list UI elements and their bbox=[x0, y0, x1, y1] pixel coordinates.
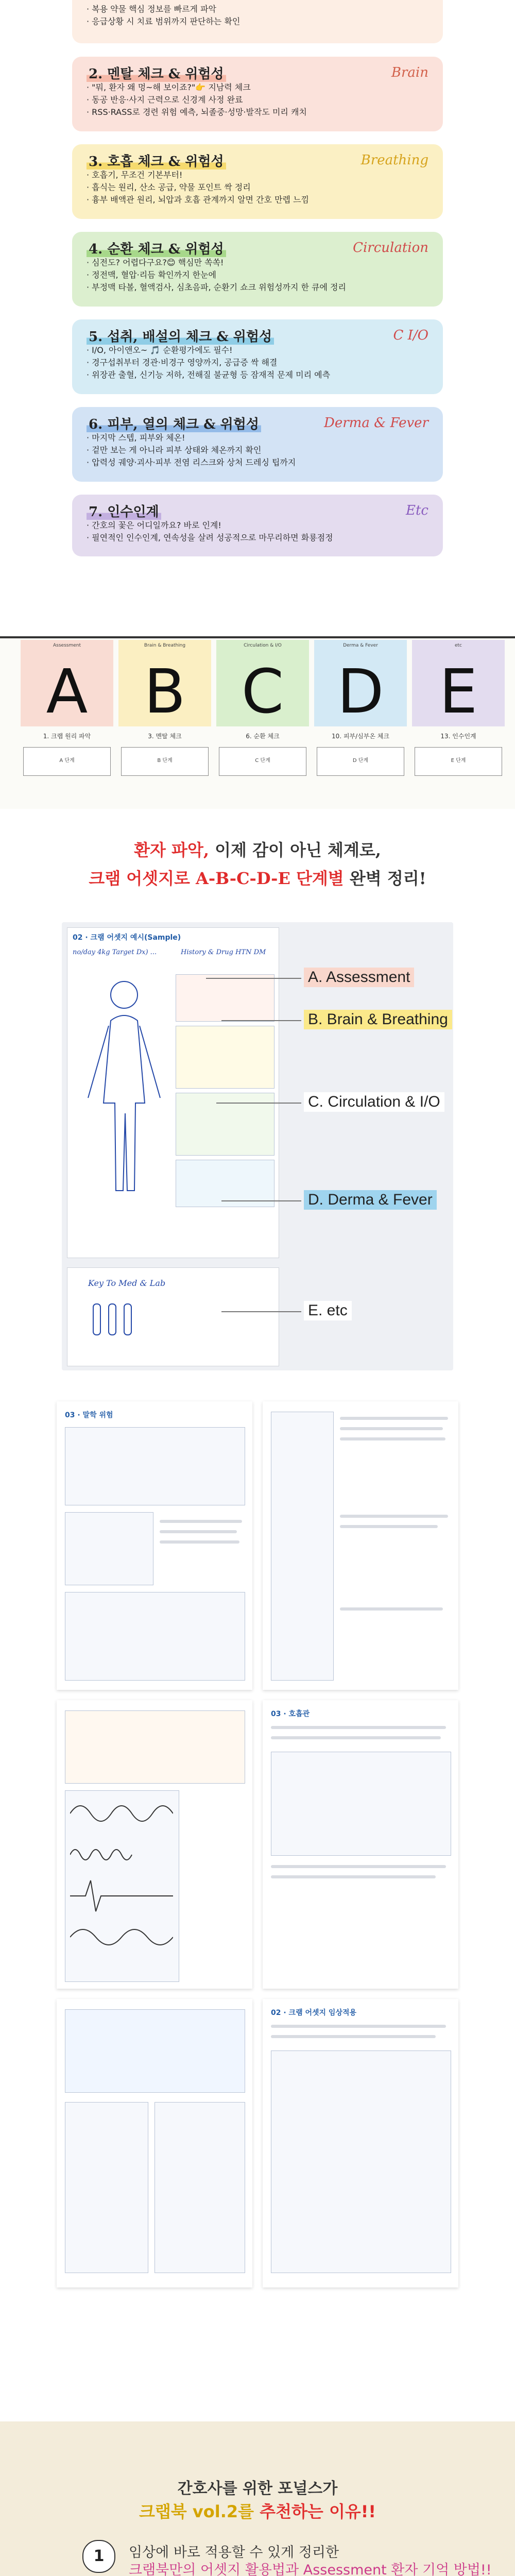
intro-line-2: · 응급상황 시 치료 범위까지 판단하는 확인 bbox=[87, 15, 428, 28]
reason-title-2a: 크랩북 vol.2를 bbox=[139, 2502, 254, 2521]
letter-caption: Brain & Breathing bbox=[144, 643, 186, 648]
sample-callout: E. etc bbox=[304, 1301, 352, 1320]
topic-card-title bbox=[87, 63, 226, 82]
topic-card-title-text: 2. 멘탈 체크 & 위험성 bbox=[87, 66, 226, 82]
intro-card bbox=[72, 0, 443, 43]
book-page-2-text bbox=[340, 1427, 443, 1430]
reason-title-1: 간호사를 위한 포널스가 bbox=[177, 2480, 338, 2498]
topic-card-line: · 마지막 스텝, 피부와 체온! bbox=[87, 432, 428, 444]
sample-bottom-title: Key To Med & Lab bbox=[88, 1278, 166, 1288]
book-page-2-text bbox=[340, 1437, 445, 1440]
letter-step-note: D 단계 bbox=[317, 747, 404, 776]
letter-box-a bbox=[21, 640, 113, 726]
letter-step-note: C 단계 bbox=[219, 747, 306, 776]
topic-card-line: · 필연적인 인수인계, 연속성을 살려 성공적으로 마무리하면 화룡점정 bbox=[87, 532, 428, 544]
book-page-6-text bbox=[271, 2035, 436, 2038]
headline-emph-1: 환자 파악, bbox=[134, 840, 209, 860]
topic-card-line: · 정전맥, 혈압·리듬 확인까지 한눈에 bbox=[87, 269, 428, 281]
letter-glyph: D bbox=[337, 656, 384, 727]
sample-sheet-bottom bbox=[67, 1267, 279, 1366]
strip-top-border bbox=[0, 636, 515, 638]
book-page-1-title: 03 · 말학 위험 bbox=[65, 1411, 113, 1419]
book-page-1-text bbox=[160, 1530, 237, 1533]
letter-glyph: B bbox=[144, 656, 186, 727]
topic-card-header bbox=[87, 327, 428, 344]
topic-card-line: · "뭐, 환자 왜 멍~해 보이죠?"👉 지남력 체크 bbox=[87, 81, 428, 94]
book-page-2-text bbox=[340, 1525, 438, 1528]
waveform-icon bbox=[70, 1798, 173, 1973]
callout-connector bbox=[216, 1103, 301, 1104]
topic-card bbox=[72, 232, 443, 307]
letter-box-b bbox=[118, 640, 211, 726]
topic-card-line: · 호흡기, 무조건 기본부터! bbox=[87, 169, 428, 181]
book-page-5 bbox=[57, 1999, 252, 2287]
topic-card-line: · 위장관 출혈, 신기능 저하, 전해질 불균형 등 잠재적 문제 미리 예측 bbox=[87, 369, 428, 381]
book-page-6-figure bbox=[271, 2050, 451, 2273]
book-page-1-figure bbox=[65, 1512, 153, 1585]
letter-step-label: 13. 인수인계 bbox=[440, 733, 476, 740]
book-page-5-devices bbox=[65, 2102, 148, 2273]
book-page-2-text bbox=[340, 1417, 448, 1420]
topic-card bbox=[72, 144, 443, 219]
callout-connector bbox=[221, 1311, 301, 1312]
callout-connector bbox=[206, 978, 301, 979]
book-page-4-text bbox=[271, 1875, 436, 1878]
topic-card-title bbox=[87, 151, 226, 170]
reason-title-2b: 추천하는 이유!! bbox=[254, 2502, 376, 2521]
topic-card-line: · 심전도? 어렵다구요?😊 핵심만 쏙쏙! bbox=[87, 257, 428, 269]
topic-card-title-text: 6. 피부, 열의 체크 & 위험성 bbox=[87, 417, 261, 432]
sample-title: 02 · 크램 어셋지 예시(Sample) bbox=[73, 934, 181, 942]
topic-card-line: · 간호의 꽃은 어디일까요? 바로 인계! bbox=[87, 519, 428, 532]
topic-card-header bbox=[87, 414, 428, 432]
book-page-1-text bbox=[160, 1520, 242, 1523]
book-page-6-title: 02 · 크램 어셋지 임상적용 bbox=[271, 2009, 357, 2017]
book-page-1-text bbox=[160, 1540, 239, 1544]
sample-sheet bbox=[67, 927, 279, 1258]
reason-item-1-line-2: 크램북만의 어셋지 활용법과 Assessment 환자 기억 방법!! bbox=[129, 2562, 492, 2576]
sample-callout: D. Derma & Fever bbox=[304, 1190, 437, 1210]
topic-card-title-text: 5. 섭취, 배설의 체크 & 위험성 bbox=[87, 329, 274, 345]
topic-card-line: · 흉부 배액관 원리, 뇌압과 호흡 관계까지 알면 간호 만렙 느낌 bbox=[87, 194, 428, 206]
letter-glyph: C bbox=[241, 656, 284, 727]
topic-card-header bbox=[87, 151, 428, 169]
book-page-4-title: 03 · 호흡관 bbox=[271, 1710, 310, 1718]
headline-text-2: 완벽 정리! bbox=[344, 869, 426, 888]
topic-card-title bbox=[87, 501, 161, 520]
headline-emph-2: 크램 어셋지로 bbox=[89, 869, 190, 888]
book-page-5-box bbox=[65, 2009, 245, 2093]
callout-connector bbox=[221, 1020, 301, 1021]
book-page-4-text bbox=[271, 1726, 446, 1729]
book-page-1-box-2 bbox=[65, 1592, 245, 1681]
book-page-4 bbox=[263, 1700, 458, 1989]
letter-caption: Circulation & I/O bbox=[244, 643, 282, 648]
sample-hand-right: History & Drug HTN DM bbox=[181, 948, 266, 956]
sample-notes bbox=[176, 974, 273, 1242]
intro-line-1: · 복용 약물 핵심 정보를 빠르게 파악 bbox=[87, 3, 428, 15]
body-outline-icon bbox=[78, 974, 181, 1242]
sample-callout: A. Assessment bbox=[304, 968, 414, 987]
topic-card-line: · 부정맥 타볼, 혈액검사, 심초음파, 순환기 쇼크 위험성까지 한 큐에 정리 bbox=[87, 281, 428, 294]
topic-card-title-text: 7. 인수인계 bbox=[87, 504, 161, 520]
note-box-b bbox=[176, 1026, 274, 1089]
topic-card-line: · I/O, 아이앤오~ 🎵 순환평가에도 필수! bbox=[87, 344, 428, 357]
topic-card-title bbox=[87, 414, 261, 433]
sample-hand-left: no/day 4kg Target Dx) ... bbox=[73, 948, 157, 956]
headline-emph-3: A-B-C-D-E 단계별 bbox=[190, 869, 344, 888]
note-box-a bbox=[176, 974, 274, 1022]
letter-box-e bbox=[412, 640, 505, 726]
callout-connector bbox=[221, 1200, 301, 1201]
book-page-6 bbox=[263, 1999, 458, 2287]
book-page-6-text bbox=[271, 2025, 446, 2028]
topic-card-title-text: 3. 호흡 체크 & 위험성 bbox=[87, 154, 226, 170]
letter-box-c bbox=[216, 640, 309, 726]
topic-card-header bbox=[87, 239, 428, 257]
reason-title-2 bbox=[0, 2499, 515, 2522]
letter-caption: Assessment bbox=[53, 643, 81, 648]
sample-callout: C. Circulation & I/O bbox=[304, 1092, 444, 1112]
letter-glyph: E bbox=[439, 656, 478, 727]
topic-card-title-text: 4. 순환 체크 & 위험성 bbox=[87, 242, 226, 257]
book-page-5-notes bbox=[154, 2102, 245, 2273]
topic-card-title bbox=[87, 326, 274, 345]
topic-card-tag: Derma & Fever bbox=[324, 415, 428, 431]
reason-number-badge: 1 bbox=[82, 2540, 115, 2573]
topic-card bbox=[72, 319, 443, 394]
book-page-1-box bbox=[65, 1427, 245, 1505]
book-page-2-text bbox=[340, 1515, 448, 1518]
letter-step-label: 1. 크랩 원리 파악 bbox=[43, 733, 91, 740]
book-page-2-figures bbox=[271, 1412, 334, 1681]
topic-card-tag: Brain bbox=[391, 65, 428, 80]
letter-step-label: 3. 멘탈 체크 bbox=[148, 733, 182, 740]
book-page-4-text bbox=[271, 1865, 446, 1868]
topic-card-line: · 동공 반응·사지 근력으로 신경계 사정 완료 bbox=[87, 94, 428, 106]
letter-step-label: 10. 피부/심부온 체크 bbox=[332, 733, 389, 740]
book-page-3 bbox=[57, 1700, 252, 1989]
letter-glyph: A bbox=[46, 656, 88, 727]
book-page-4-text bbox=[271, 1736, 441, 1739]
letter-caption: etc bbox=[454, 643, 462, 648]
topic-card bbox=[72, 57, 443, 131]
topic-card-line: · 압력성 궤양·괴사·피부 전염 리스크와 상처 드레싱 팁까지 bbox=[87, 456, 428, 469]
letter-step-label: 6. 순환 체크 bbox=[246, 733, 280, 740]
topic-card-line: · RSS·RASS로 경련 위험 예측, 뇌졸중·성망·발작도 미리 캐치 bbox=[87, 106, 428, 118]
topic-card bbox=[72, 495, 443, 556]
topic-card-tag: Breathing bbox=[360, 152, 428, 168]
book-page-3-box bbox=[65, 1710, 245, 1784]
letter-step-note: B 단계 bbox=[121, 747, 209, 776]
topic-card-line: · 겉만 보는 게 아니라 피부 상태와 체온까지 확인 bbox=[87, 444, 428, 456]
topic-card-tag: C I/O bbox=[393, 328, 428, 343]
letter-box-d bbox=[314, 640, 407, 726]
topic-card-tag: Circulation bbox=[353, 240, 428, 256]
topic-card-header bbox=[87, 502, 428, 519]
letter-step-note: A 단계 bbox=[23, 747, 111, 776]
test-tube-icon bbox=[88, 1299, 150, 1340]
book-page-2 bbox=[263, 1401, 458, 1690]
topic-card bbox=[72, 407, 443, 482]
reason-item-1-line-1: 임상에 바로 적용할 수 있게 정리한 bbox=[129, 2545, 339, 2561]
topic-card-line: · 흡식는 원리, 산소 공급, 약물 포인트 싹 정리 bbox=[87, 181, 428, 194]
topic-card-tag: Etc bbox=[406, 503, 428, 518]
letter-caption: Derma & Fever bbox=[343, 643, 378, 648]
book-page-2-text bbox=[340, 1607, 443, 1611]
headline-line-1 bbox=[0, 837, 515, 861]
topic-card-header bbox=[87, 64, 428, 81]
headline-text-1: 이제 감이 아닌 체계로, bbox=[209, 840, 381, 860]
book-page-4-figure bbox=[271, 1752, 451, 1856]
book-page-1 bbox=[57, 1401, 252, 1690]
headline-line-2 bbox=[0, 866, 515, 889]
topic-card-title bbox=[87, 239, 226, 258]
sample-callout: B. Brain & Breathing bbox=[304, 1010, 452, 1029]
topic-card-line: · 경구섭취부터 경관·비경구 영양까지, 공급증 싹 해결 bbox=[87, 357, 428, 369]
letter-step-note: E 단계 bbox=[415, 747, 502, 776]
